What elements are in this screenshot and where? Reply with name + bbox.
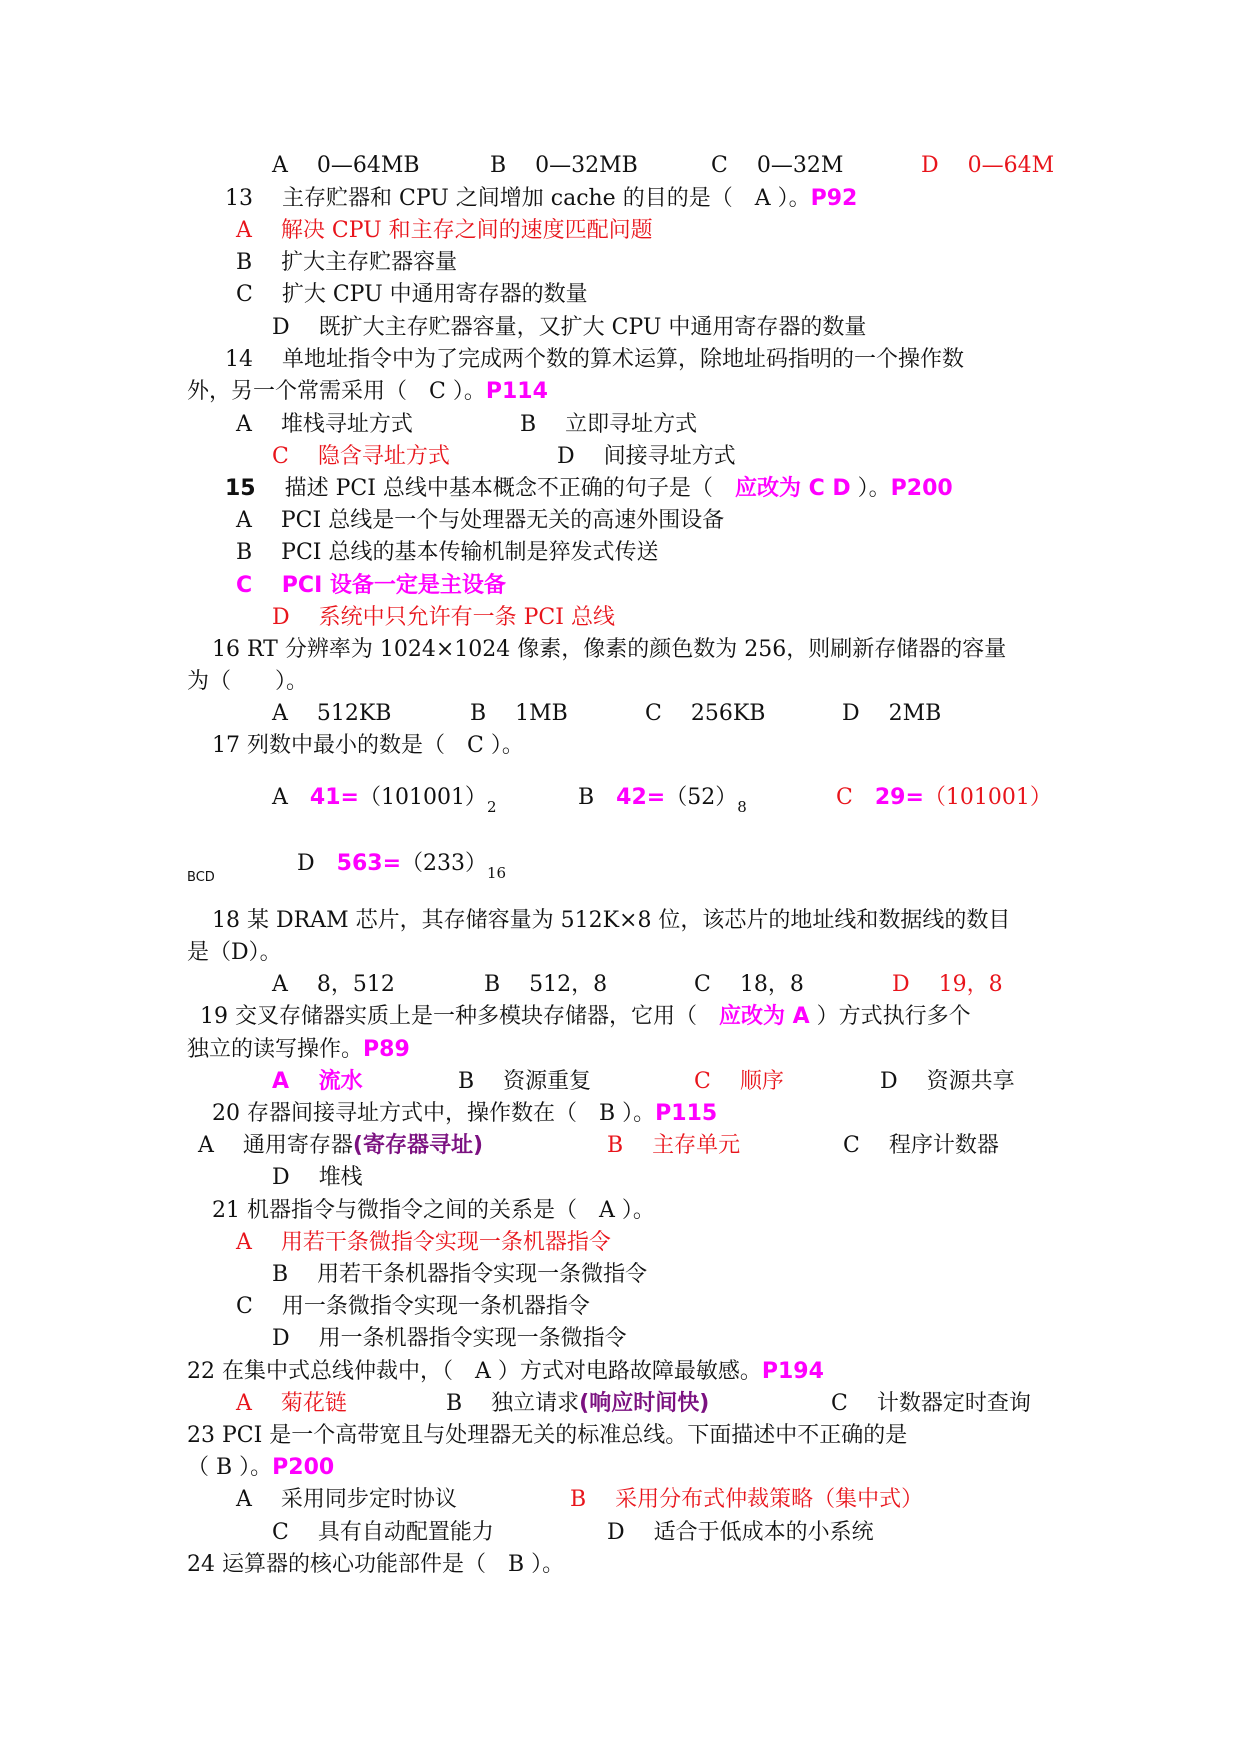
q22-stem: 22 在集中式总线仲裁中，（ A ）方式对电路故障最敏感。P194 <box>187 1359 824 1384</box>
q15-option-c: C PCI 设备一定是主设备 <box>236 573 506 598</box>
q20-ref: P115 <box>655 1101 718 1126</box>
q23-stem-2: （ B ）。P200 <box>187 1455 335 1480</box>
q19-stem-2: 独立的读写操作。P89 <box>187 1037 410 1062</box>
q23-option-d: D 适合于低成本的小系统 <box>607 1520 874 1545</box>
q23-ref: P200 <box>272 1455 335 1480</box>
q16-option-c: C 256KB <box>645 701 766 726</box>
q17-option-d: D $563=(233)_{16}$ <box>297 851 507 882</box>
q23-option-a: A 采用同步定时协议 <box>236 1487 457 1512</box>
q18-option-d: D 19，8 <box>892 972 1003 997</box>
q18-option-c: C 18，8 <box>694 972 804 997</box>
q14-ref: P114 <box>485 379 548 404</box>
q12-option-a: A 0—64MB <box>272 153 420 178</box>
q19-option-a: A 流水 <box>272 1069 363 1094</box>
q20-option-b: B 主存单元 <box>607 1133 741 1158</box>
q17-bcd-subscript: BCD <box>187 870 215 885</box>
q15-fix: 应改为 C D <box>734 476 851 501</box>
q14-stem-1: 14 单地址指令中为了完成两个数的算术运算，除地址码指明的一个操作数 <box>225 347 964 372</box>
q22-ref: P194 <box>761 1359 824 1384</box>
q21-option-c: C 用一条微指令实现一条机器指令 <box>236 1294 590 1319</box>
q20-option-a: A 通用寄存器(寄存器寻址) <box>198 1133 484 1158</box>
q23-option-c: C 具有自动配置能力 <box>272 1520 494 1545</box>
q22-option-b: B 独立请求(响应时间快) <box>446 1391 710 1416</box>
q17-option-c: C 29=（101001） <box>836 785 1052 810</box>
q21-option-b: B 用若干条机器指令实现一条微指令 <box>272 1262 648 1287</box>
q19-option-b: B 资源重复 <box>458 1069 592 1094</box>
q14-option-c: C 隐含寻址方式 <box>272 444 450 469</box>
q16-stem-2: 为（ ）。 <box>187 669 309 694</box>
q18-stem-1: 18 某 DRAM 芯片，其存储容量为 512K×8 位，该芯片的地址线和数据线的数目 <box>212 908 1011 933</box>
q13-option-c: C 扩大 CPU 中通用寄存器的数量 <box>236 282 588 307</box>
q23-stem-1: 23 PCI 是一个高带宽且与处理器无关的标准总线。下面描述中不正确的是 <box>187 1423 908 1448</box>
q19-stem-1: 19 交叉存储器实质上是一种多模块存储器，它用（ 应改为 A ）方式执行多个 <box>200 1004 971 1029</box>
q18-option-a: A 8，512 <box>272 972 395 997</box>
q13-option-d: D 既扩大主存贮器容量，又扩大 CPU 中通用寄存器的数量 <box>272 315 867 340</box>
q20-note: (寄存器寻址) <box>352 1133 484 1158</box>
q15-option-b: B PCI 总线的基本传输机制是猝发式传送 <box>236 540 659 565</box>
q17-option-b: B $42=(52)_8$ <box>578 785 747 816</box>
q13-option-b: B 扩大主存贮器容量 <box>236 250 458 275</box>
q14-option-b: B 立即寻址方式 <box>520 412 698 437</box>
q19-option-c: C 顺序 <box>694 1069 784 1094</box>
q20-stem: 20 存器间接寻址方式中，操作数在（ B ）。P115 <box>212 1101 718 1126</box>
q14-option-a: A 堆栈寻址方式 <box>236 412 413 437</box>
q18-stem-2: 是（D）。 <box>187 940 282 965</box>
q18-option-b: B 512，8 <box>484 972 608 997</box>
q21-option-d: D 用一条机器指令实现一条微指令 <box>272 1326 627 1351</box>
q16-option-d: D 2MB <box>842 701 942 726</box>
q20-option-d: D 堆栈 <box>272 1165 363 1190</box>
q13-stem: 13 主存贮器和 CPU 之间增加 cache 的目的是（ A ）。P92 <box>225 186 858 211</box>
q12-option-c: C 0—32M <box>711 153 844 178</box>
q19-ref: P89 <box>363 1037 410 1062</box>
q14-option-d: D 间接寻址方式 <box>557 444 736 469</box>
q20-option-c: C 程序计数器 <box>843 1133 999 1158</box>
q24-stem: 24 运算器的核心功能部件是（ B ）。 <box>187 1552 565 1577</box>
q14-stem-2: 外，另一个常需采用（ C ）。P114 <box>187 379 548 404</box>
q21-stem: 21 机器指令与微指令之间的关系是（ A ）。 <box>212 1198 655 1223</box>
q22-option-a: A 菊花链 <box>236 1391 347 1416</box>
q17-stem: 17 列数中最小的数是（ C ）。 <box>212 733 524 758</box>
q23-option-b: B 采用分布式仲裁策略（集中式） <box>570 1487 924 1512</box>
q15-option-d: D 系统中只允许有一条 PCI 总线 <box>272 605 615 630</box>
q12-option-b: B 0—32MB <box>490 153 638 178</box>
q16-stem-1: 16 RT 分辨率为 1024×1024 像素，像素的颜色数为 256，则刷新存储器的容量 <box>212 637 1007 662</box>
q13-option-a: A 解决 CPU 和主存之间的速度匹配问题 <box>236 218 653 243</box>
q17-option-a: A $41=(101001)_2$ <box>272 785 497 816</box>
q16-option-b: B 1MB <box>470 701 568 726</box>
q15-stem: 15 描述 PCI 总线中基本概念不正确的句子是（ 应改为 C D ）。P200 <box>225 476 953 501</box>
q12-option-d: D 0—64M <box>921 153 1055 178</box>
q21-option-a: A 用若干条微指令实现一条机器指令 <box>236 1230 611 1255</box>
q19-option-d: D 资源共享 <box>880 1069 1015 1094</box>
q22-option-c: C 计数器定时查询 <box>831 1391 1031 1416</box>
q22-note: (响应时间快) <box>579 1391 710 1416</box>
q19-fix: 应改为 A <box>719 1004 810 1029</box>
q13-ref: P92 <box>810 186 858 211</box>
q15-ref: P200 <box>890 476 953 501</box>
q15-option-a: A PCI 总线是一个与处理器无关的高速外围设备 <box>236 508 725 533</box>
q16-option-a: A 512KB <box>272 701 392 726</box>
